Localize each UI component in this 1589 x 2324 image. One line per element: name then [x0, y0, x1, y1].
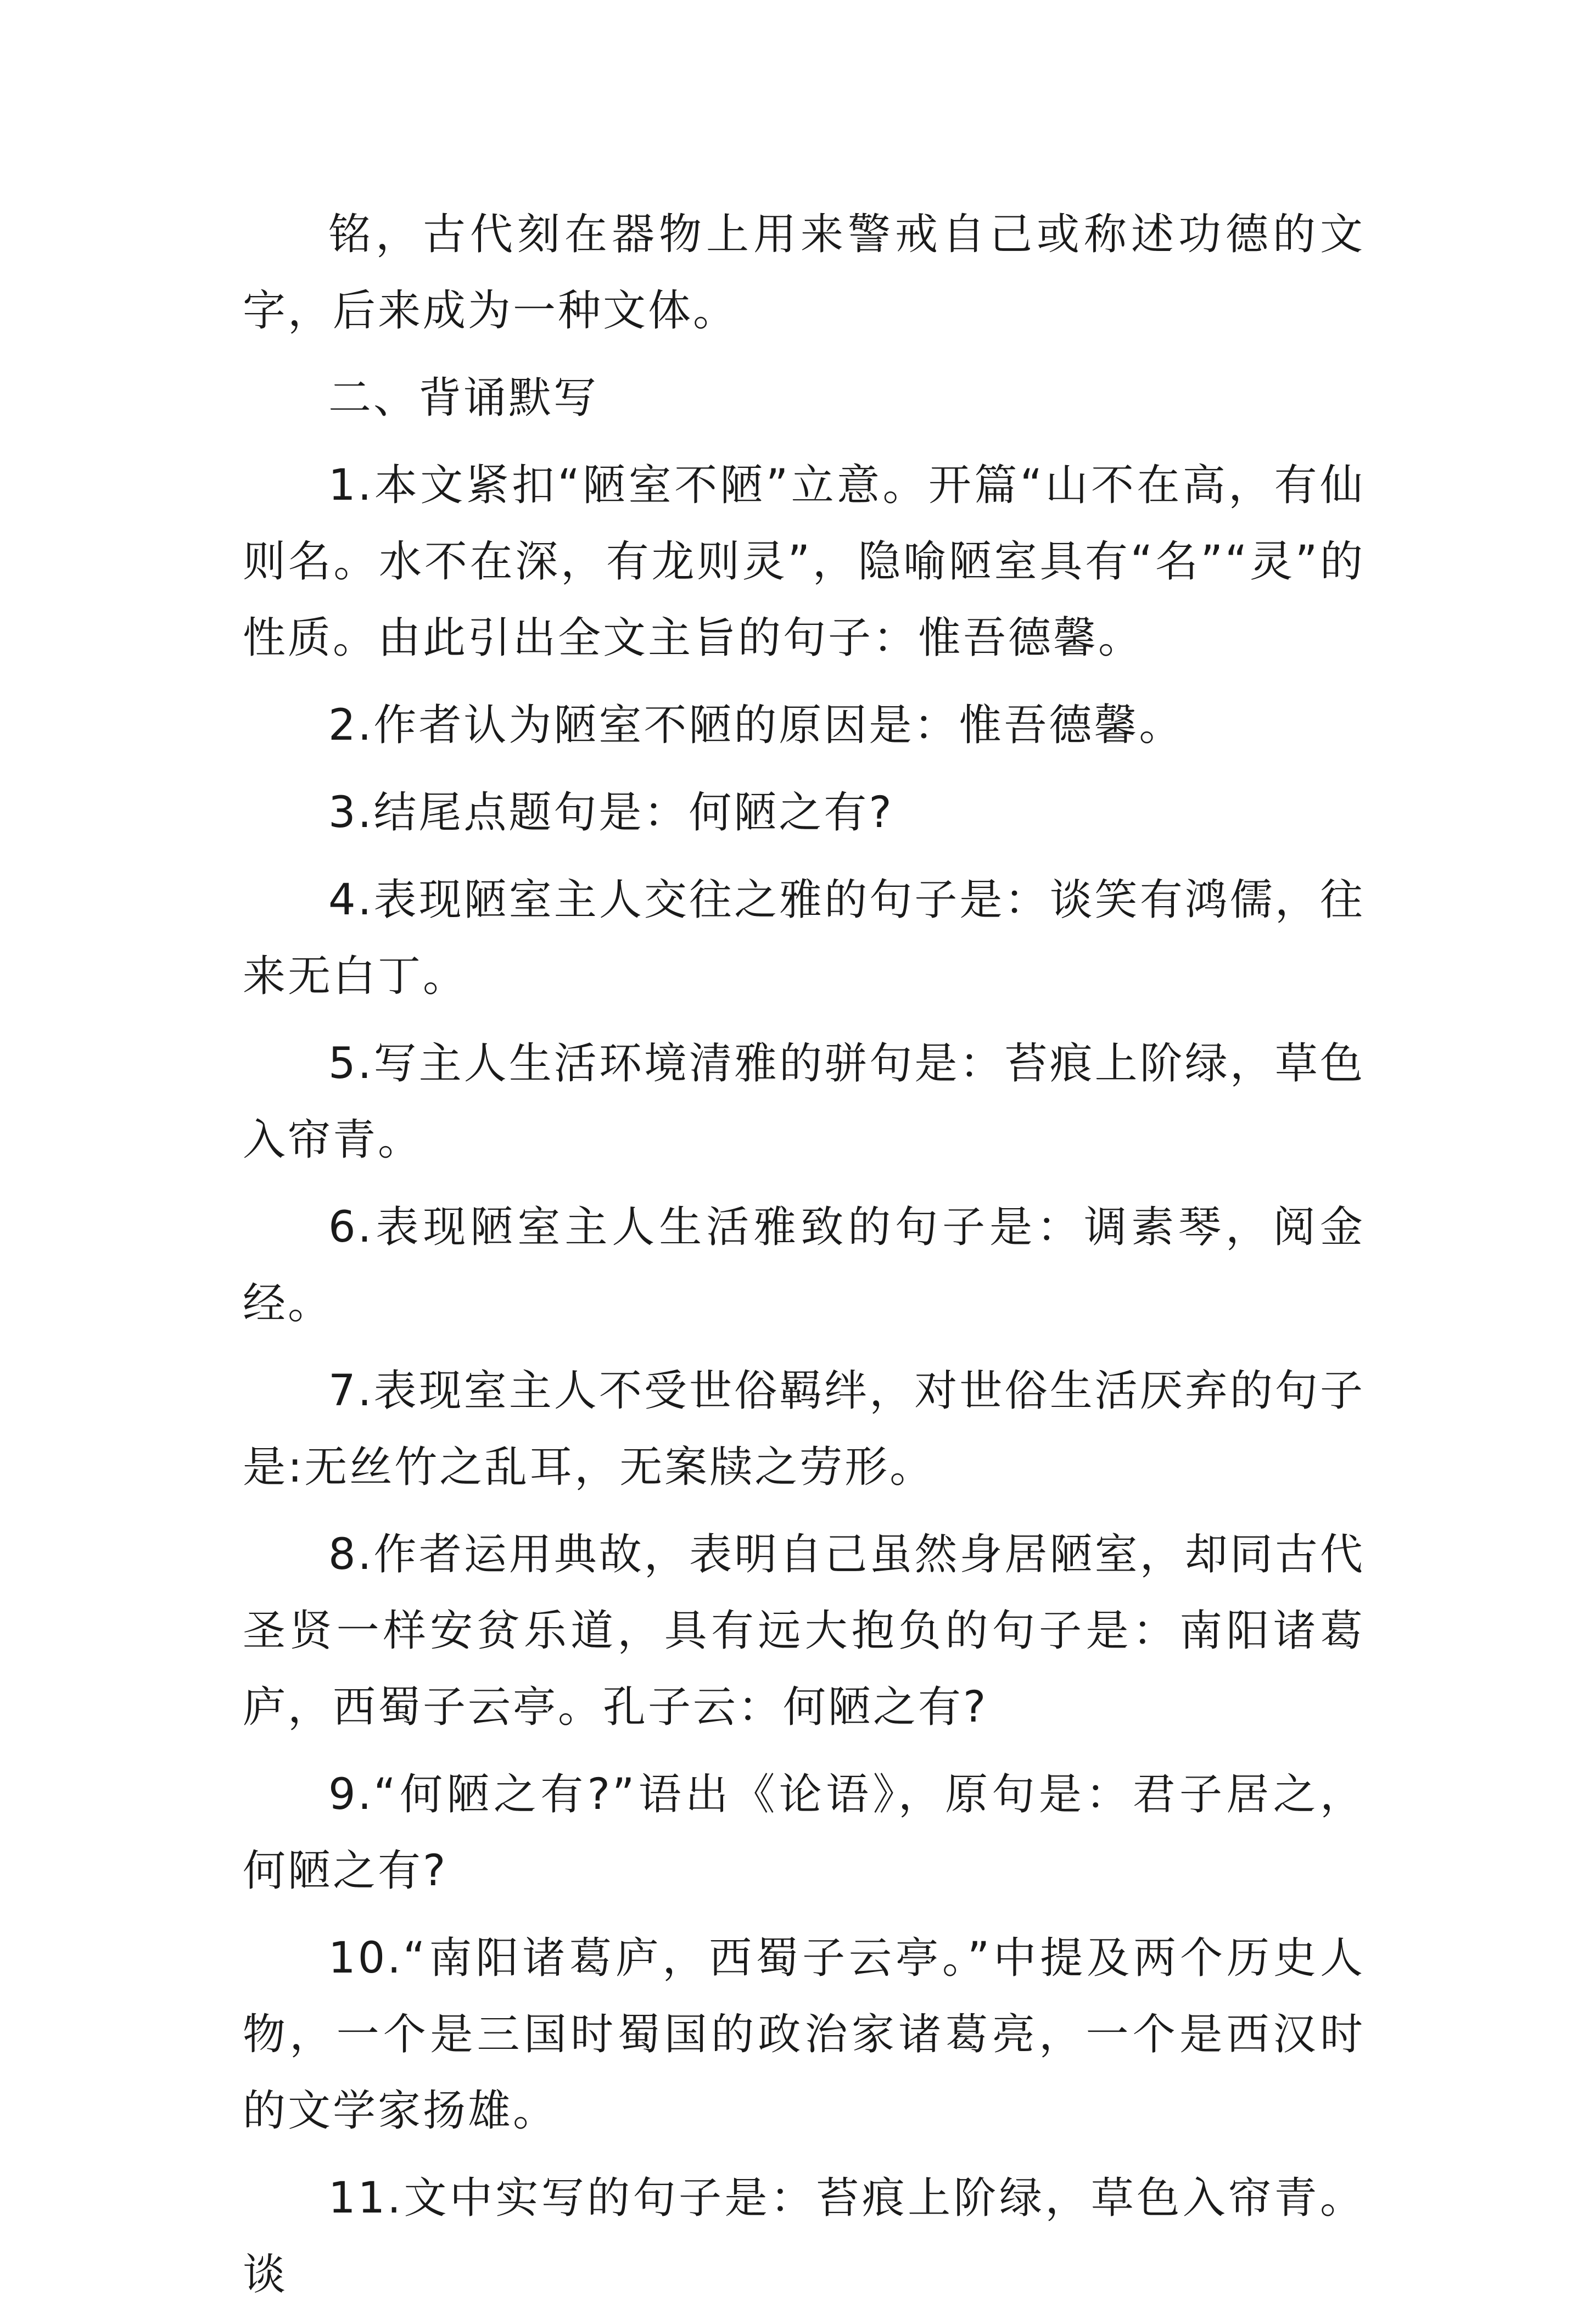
paragraph-intro: 铭，古代刻在器物上用来警戒自己或称述功德的文字，后来成为一种文体。 [243, 210, 1365, 336]
paragraph-item-4: 4.表现陋室主人交往之雅的句子是：谈笑有鸿儒，往来无白丁。 [243, 875, 1365, 1001]
paragraph-item-10: 10.“南阳诸葛庐，西蜀子云亭。”中提及两个历史人物，一个是三国时蜀国的政治家诸葛亮，一个是西汉时的文学家扬雄。 [243, 1934, 1365, 2136]
section-heading: 二、背诵默写 [328, 373, 599, 423]
paragraph-item-3: 3.结尾点题句是：何陋之有? [328, 788, 894, 837]
paragraph-item-1: 1.本文紧扣“陋室不陋”立意。开篇“山不在高，有仙则名。水不在深，有龙则灵”，隐喻陋室具有“名”“灵”的性质。由此引出全文主旨的句子：惟吾德馨。 [243, 461, 1365, 663]
paragraph-item-2: 2.作者认为陋室不陋的原因是：惟吾德馨。 [328, 701, 1184, 750]
paragraph-item-11: 11.文中实写的句子是：苔痕上阶绿，草色入帘青。谈 [243, 2174, 1365, 2299]
document-body [243, 197, 1365, 2324]
paragraph-item-7: 7.表现室主人不受世俗羁绊，对世俗生活厌弃的句子是:无丝竹之乱耳，无案牍之劳形。 [243, 1366, 1365, 1492]
paragraph-item-6: 6.表现陋室主人生活雅致的句子是：调素琴，阅金经。 [243, 1203, 1365, 1328]
paragraph-item-5: 5.写主人生活环境清雅的骈句是：苔痕上阶绿，草色入帘青。 [243, 1039, 1365, 1165]
paragraph-item-8: 8.作者运用典故，表明自己虽然身居陋室，却同古代圣贤一样安贫乐道，具有远大抱负的句子是：南阳诸葛庐，西蜀子云亭。孔子云：何陋之有? [243, 1530, 1365, 1732]
paragraph-item-9: 9.“何陋之有?”语出《论语》，原句是：君子居之，何陋之有? [243, 1770, 1365, 1896]
